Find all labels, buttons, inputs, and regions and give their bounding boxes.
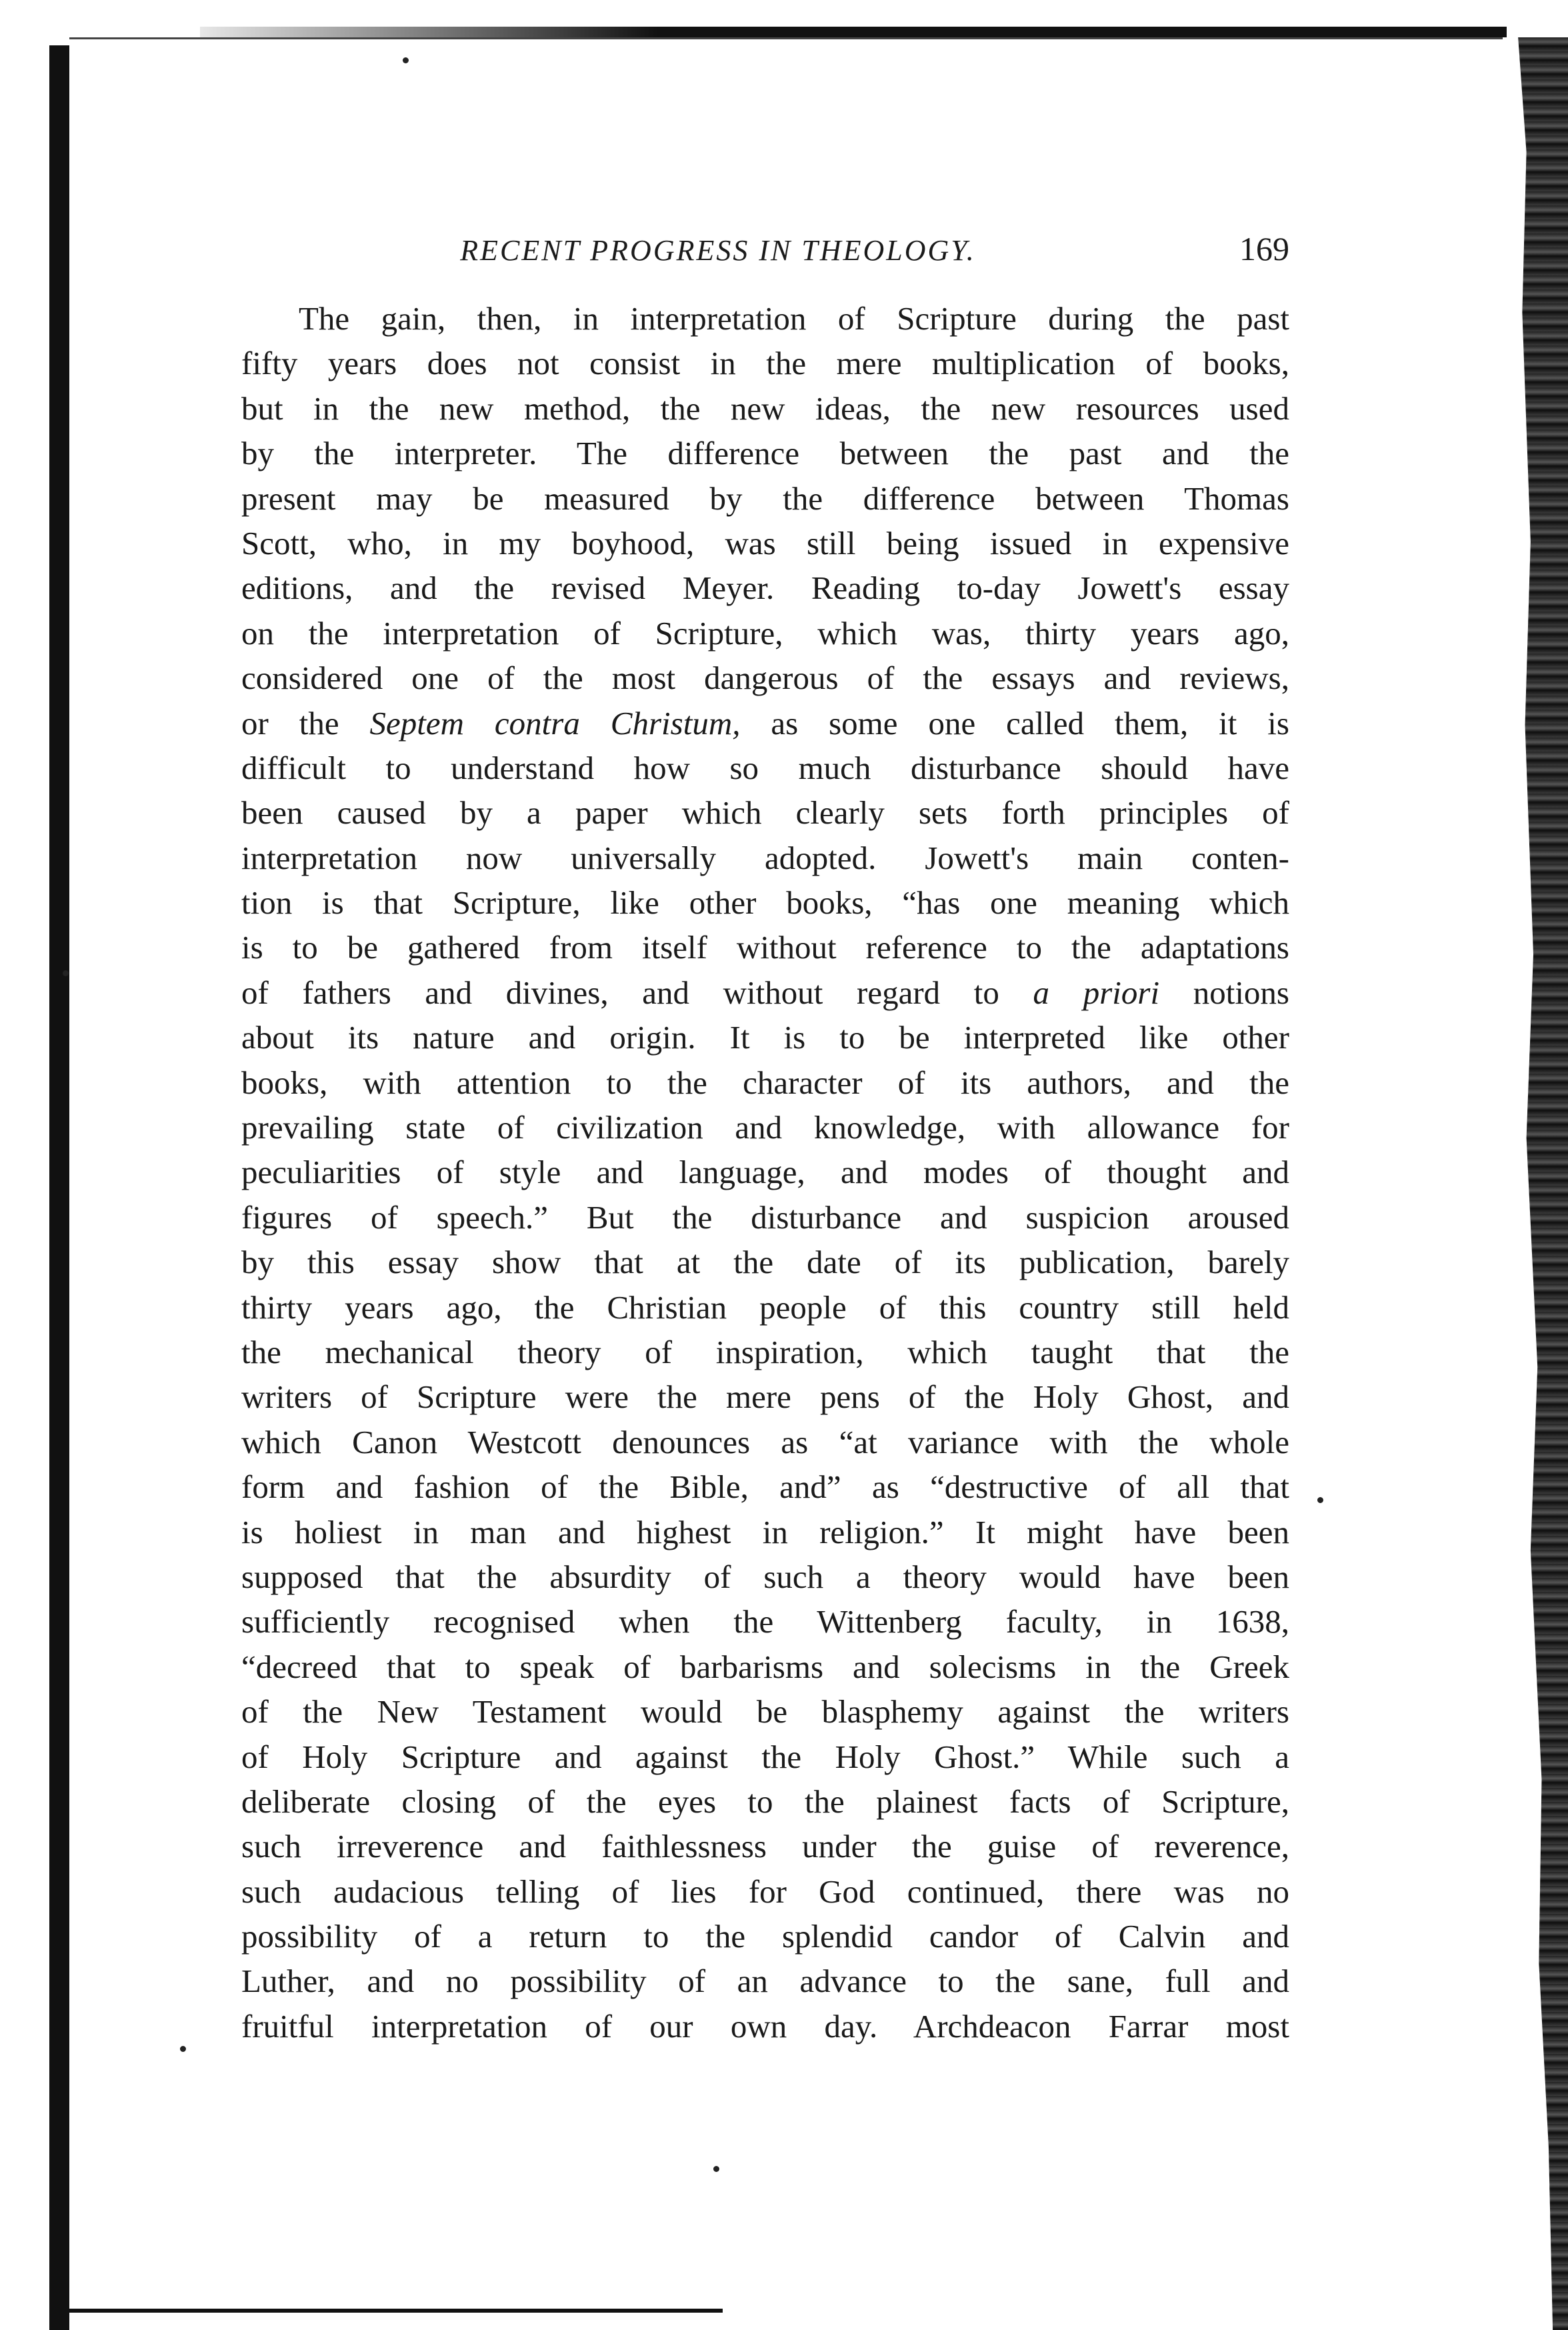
running-head (241, 227, 1289, 287)
italic-phrase: Septem contra Christum, (369, 704, 741, 742)
scan-speck (1317, 1497, 1323, 1503)
scan-right-edge-shadow (1499, 37, 1568, 2330)
book-page (241, 227, 1289, 2049)
text-line: peculiarities of style and language, and modes of thought and (241, 1154, 1289, 1191)
text-line: deliberate closing of the eyes to the plainest facts of Scripture, (241, 1783, 1289, 1820)
text-line: form and fashion of the Bible, and” as “destructive of all that (241, 1468, 1289, 1506)
text-line: difficult to understand how so much disturbance should have (241, 749, 1289, 786)
text-line: is to be gathered from itself without reference to the adaptations (241, 929, 1289, 966)
text-line: Scott, who, in my boyhood, was still being issued in expensive (241, 524, 1289, 561)
text-line: such audacious telling of lies for God continued, there was no (241, 1873, 1289, 1910)
text-line: editions, and the revised Meyer. Reading to-day Jowett's essay (241, 569, 1289, 607)
text-line: The gain, then, in interpretation of Scripture during the past (299, 300, 1289, 337)
text-line: “decreed that to speak of barbarisms and solecisms in the Greek (241, 1648, 1289, 1685)
text-line: considered one of the most dangerous of the essays and reviews, (241, 660, 1289, 697)
scan-left-border (49, 45, 69, 2330)
text-line: sufficiently recognised when the Wittenberg faculty, in 1638, (241, 1603, 1289, 1640)
text-line: is holiest in man and highest in religion.” It might have been (241, 1513, 1289, 1550)
text-line: such irreverence and faithlessness under the guise of reverence, (241, 1828, 1289, 1865)
scan-speck (63, 970, 69, 976)
text-line: Luther, and no possibility of an advance to the sane, full and (241, 1963, 1289, 2000)
text-run: or the (241, 704, 370, 742)
italic-phrase: a priori (1033, 974, 1160, 1011)
page-number: 169 (1239, 230, 1289, 267)
text-line: present may be measured by the difference between Thomas (241, 479, 1289, 517)
scan-top-border (200, 27, 1507, 37)
text-line (241, 701, 1289, 746)
scan-speck (403, 57, 409, 63)
text-line: tion is that Scripture, like other books, “has one meaning which (241, 884, 1289, 922)
text-line: writers of Scripture were the mere pens of the Holy Ghost, and (241, 1378, 1289, 1416)
text-run: of fathers and divines, and without regard to (241, 974, 1033, 1011)
text-run: as some one called them, it is (740, 704, 1289, 742)
running-title: RECENT PROGRESS IN THEOLOGY. (460, 234, 976, 267)
text-line: prevailing state of civilization and knowledge, with allowance for (241, 1109, 1289, 1146)
text-line: supposed that the absurdity of such a theory would have been (241, 1558, 1289, 1595)
text-line: books, with attention to the character of its authors, and the (241, 1064, 1289, 1101)
text-line: of the New Testament would be blasphemy against the writers (241, 1693, 1289, 1730)
text-line: possibility of a return to the splendid candor of Calvin and (241, 1918, 1289, 1955)
text-line: of Holy Scripture and against the Holy Ghost.” While such a (241, 1738, 1289, 1775)
scan-speck (713, 2166, 719, 2172)
text-line: been caused by a paper which clearly sets forth principles of (241, 794, 1289, 832)
text-line: which Canon Westcott denounces as “at variance with the whole (241, 1423, 1289, 1460)
text-line: interpretation now universally adopted. Jowett's main conten- (241, 839, 1289, 876)
text-line: by this essay show that at the date of its publication, barely (241, 1244, 1289, 1281)
scan-top-hairline (69, 37, 1503, 39)
scan-speck (180, 2046, 186, 2052)
text-line: by the interpreter. The difference between the past and the (241, 435, 1289, 472)
text-run: notions (1159, 974, 1290, 1011)
text-line: fifty years does not consist in the mere multiplication of books, (241, 345, 1289, 382)
scan-bottom-border (69, 2309, 723, 2313)
text-line: on the interpretation of Scripture, which was, thirty years ago, (241, 614, 1289, 652)
text-line: the mechanical theory of inspiration, which taught that the (241, 1333, 1289, 1370)
body-paragraph (241, 296, 1289, 2049)
text-line: thirty years ago, the Christian people of this country still held (241, 1288, 1289, 1326)
text-line (241, 970, 1289, 1015)
text-line: figures of speech.” But the disturbance and suspicion aroused (241, 1198, 1289, 1236)
text-line: fruitful interpretation of our own day. Archdeacon Farrar most (241, 2007, 1289, 2045)
text-line: about its nature and origin. It is to be interpreted like other (241, 1019, 1289, 1056)
text-line: but in the new method, the new ideas, the new resources used (241, 389, 1289, 427)
